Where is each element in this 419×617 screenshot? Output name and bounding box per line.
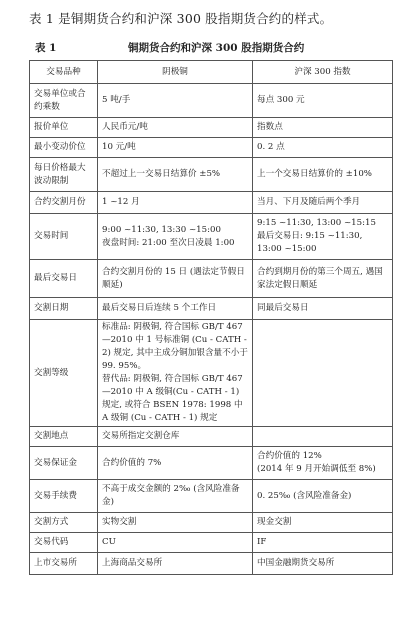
- copper-cell: 5 吨/手: [98, 84, 253, 118]
- row-label: 上市交易所: [30, 553, 98, 575]
- caption: 表 1 是铜期货合约和沪深 300 股指期货合约的样式。: [29, 11, 333, 26]
- table-row: [30, 553, 393, 575]
- table-row: [30, 260, 393, 298]
- csi300-cell: 中国金融期货交易所: [253, 553, 393, 575]
- copper-cell: 实物交割: [98, 513, 253, 533]
- csi300-cell: [253, 320, 393, 427]
- row-label: 交割地点: [30, 427, 98, 447]
- table-row: [30, 138, 393, 158]
- row-label: 交易时间: [30, 214, 98, 260]
- table-row: [30, 118, 393, 138]
- copper-cell: 标准品: 阴极铜, 符合国标 GB/T 467—2010 中 1 号标准铜 (Cu - CATH - 2) 规定, 其中主成分铜加银含量不小于 99. 95%。 替代品: 阴极铜, 符合国标 GB/T 467—2010 中 A 级铜(Cu - CATH - 1) 规定, 或符合 BSEN 1978: 1998 中 A 级铜 (Cu - CATH - 1) 规定: [98, 320, 253, 427]
- row-label: 交易手续费: [30, 480, 98, 513]
- header-product: 交易品种: [30, 61, 98, 84]
- table-heading: [29, 38, 392, 58]
- copper-cell: 上海商品交易所: [98, 553, 253, 575]
- csi300-cell: 合约到期月份的第三个周五, 遇国家法定假日顺延: [253, 260, 393, 298]
- table-row: [30, 447, 393, 480]
- header-csi300: 沪深 300 指数: [253, 61, 393, 84]
- csi300-cell: IF: [253, 533, 393, 553]
- row-label: 交割等级: [30, 320, 98, 427]
- copper-cell: 合约价值的 7%: [98, 447, 253, 480]
- csi300-cell: 合约价值的 12% (2014 年 9 月开始调低至 8%): [253, 447, 393, 480]
- row-label: 交割日期: [30, 298, 98, 320]
- csi300-cell: 0. 25‰ (含风险准备金): [253, 480, 393, 513]
- row-label: 最后交易日: [30, 260, 98, 298]
- row-label: 交易保证金: [30, 447, 98, 480]
- table-row: [30, 298, 393, 320]
- table-row: [30, 158, 393, 192]
- csi300-cell: 同最后交易日: [253, 298, 393, 320]
- table-title: 铜期货合约和沪深 300 股指期货合约: [128, 42, 305, 54]
- csi300-cell: 9:15 ~11:30, 13:00 ~15:15 最后交易日: 9:15 ~11:30, 13:00 ~15:00: [253, 214, 393, 260]
- csi300-cell: 指数点: [253, 118, 393, 138]
- row-label: 交割方式: [30, 513, 98, 533]
- table-row: [30, 427, 393, 447]
- table-label: 表 1: [35, 42, 57, 54]
- copper-cell: 最后交易日后连续 5 个工作日: [98, 298, 253, 320]
- table-row: [30, 480, 393, 513]
- table-row: [30, 513, 393, 533]
- csi300-cell: 当月、下月及随后两个季月: [253, 192, 393, 214]
- csi300-cell: 上一个交易日结算价的 ±10%: [253, 158, 393, 192]
- table-row: [30, 192, 393, 214]
- table-row: [30, 214, 393, 260]
- copper-cell: 1 ~12 月: [98, 192, 253, 214]
- copper-cell: 合约交割月份的 15 日 (遇法定节假日顺延): [98, 260, 253, 298]
- row-label: 交易代码: [30, 533, 98, 553]
- table-row: [30, 533, 393, 553]
- csi300-cell: 0. 2 点: [253, 138, 393, 158]
- copper-cell: 9:00 ~11:30, 13:30 ~15:00 夜盘时间: 21:00 至次日凌晨 1:00: [98, 214, 253, 260]
- header-copper: 阴极铜: [98, 61, 253, 84]
- copper-cell: 不高于成交金额的 2‰ (含风险准备金): [98, 480, 253, 513]
- table-row: [30, 84, 393, 118]
- copper-cell: 交易所指定交割仓库: [98, 427, 253, 447]
- copper-cell: 10 元/吨: [98, 138, 253, 158]
- csi300-cell: 现金交割: [253, 513, 393, 533]
- copper-cell: CU: [98, 533, 253, 553]
- copper-cell: 不超过上一交易日结算价 ±5%: [98, 158, 253, 192]
- csi300-cell: 每点 300 元: [253, 84, 393, 118]
- row-label: 合约交割月份: [30, 192, 98, 214]
- row-label: 交易单位或合约乘数: [30, 84, 98, 118]
- row-label: 最小变动价位: [30, 138, 98, 158]
- contract-spec-table: [29, 60, 393, 575]
- header-row: [30, 61, 393, 84]
- csi300-cell: [253, 427, 393, 447]
- row-label: 每日价格最大波动限制: [30, 158, 98, 192]
- row-label: 报价单位: [30, 118, 98, 138]
- table-row: [30, 320, 393, 427]
- copper-cell: 人民币元/吨: [98, 118, 253, 138]
